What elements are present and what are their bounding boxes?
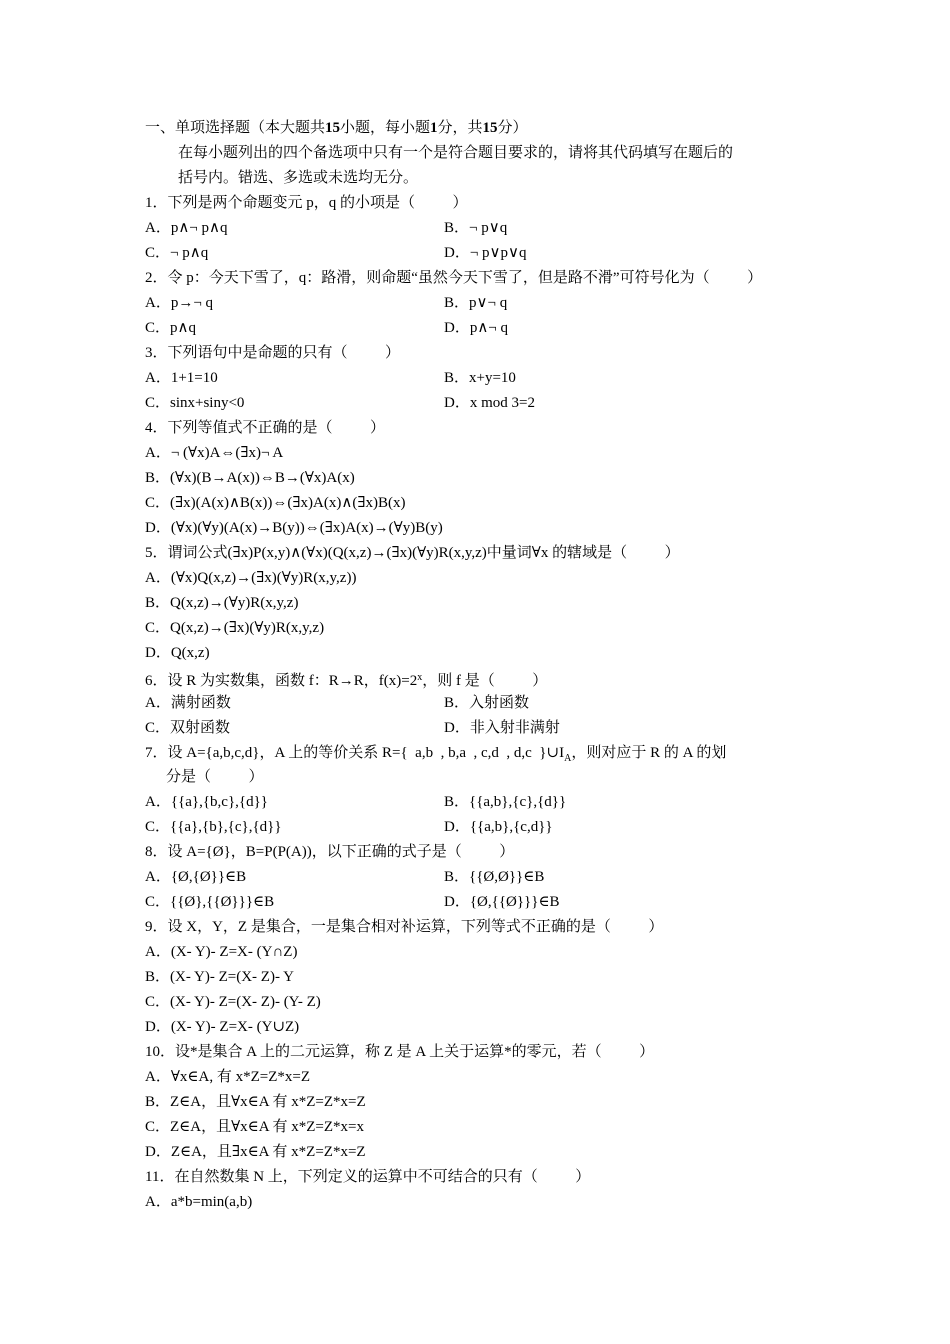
question-2-option-a: A．p→¬ q xyxy=(145,295,214,311)
question-10-option-a: A．∀x∈A, 有 x*Z=Z*x=Z xyxy=(145,1069,310,1085)
instructions-line-2: 括号内。错选、多选或未选均无分。 xyxy=(178,170,419,186)
question-2-stem: 2．令 p：今天下雪了，q：路滑，则命题“虽然今天下雪了，但是路不滑”可符号化为（ ） xyxy=(145,270,763,286)
question-3-option-a: A．1+1=10 xyxy=(145,370,218,386)
question-4-option-d: D．(∀x)(∀y)(A(x)→B(y))⇔(∃x)A(x)→(∀y)B(y) xyxy=(145,520,443,536)
question-6-option-d: D．非入射非满射 xyxy=(444,720,560,736)
question-10-option-c: C．Z∈A，且∀x∈A 有 x*Z=Z*x=x xyxy=(145,1119,365,1135)
question-9-stem: 9．设 X，Y，Z 是集合，一是集合相对补运算，下列等式不正确的是（ ） xyxy=(145,919,664,935)
question-8-option-a: A．{Ø,{Ø}}∈B xyxy=(145,869,247,885)
question-4-option-c: C．(∃x)(A(x)∧B(x))⇔(∃x)A(x)∧(∃x)B(x) xyxy=(145,495,406,511)
question-8-option-d: D．{Ø,{{Ø}}}∈B xyxy=(444,894,560,910)
question-9-option-a: A．(X- Y)- Z=X- (Y∩Z) xyxy=(145,944,298,960)
question-9-option-c: C．(X- Y)- Z=(X- Z)- (Y- Z) xyxy=(145,994,321,1010)
question-7-option-c: C．{{a},{b},{c},{d}} xyxy=(145,819,282,835)
question-7-option-b: B．{{a,b},{c},{d}} xyxy=(444,794,567,810)
question-5-option-a: A．(∀x)Q(x,z)→(∃x)(∀y)R(x,y,z)) xyxy=(145,570,357,586)
question-2-option-c: C．p∧q xyxy=(145,320,196,336)
question-4-option-a: A．¬ (∀x)A⇔(∃x)¬ A xyxy=(145,445,284,461)
question-3-option-c: C．sinx+siny<0 xyxy=(145,395,245,411)
question-11-stem: 11．在自然数集 N 上，下列定义的运算中不可结合的只有（ ） xyxy=(145,1169,591,1185)
question-4-option-b: B．(∀x)(B→A(x))⇔B→(∀x)A(x) xyxy=(145,470,355,486)
question-1-stem: 1．下列是两个命题变元 p，q 的小项是（ ） xyxy=(145,195,468,211)
question-7-option-d: D．{{a,b},{c,d}} xyxy=(444,819,553,835)
question-6-option-c: C．双射函数 xyxy=(145,720,231,736)
question-3-option-d: D．x mod 3=2 xyxy=(444,395,535,411)
question-7-option-a: A．{{a},{b,c},{d}} xyxy=(145,794,268,810)
question-10-option-d: D．Z∈A，且∃x∈A 有 x*Z=Z*x=Z xyxy=(145,1144,366,1160)
question-3-stem: 3．下列语句中是命题的只有（ ） xyxy=(145,345,401,361)
question-2-option-d: D．p∧¬ q xyxy=(444,320,509,336)
instructions-line-1: 在每小题列出的四个备选项中只有一个是符合题目要求的，请将其代码填写在题后的 xyxy=(178,145,734,161)
question-9-option-d: D．(X- Y)- Z=X- (Y∪Z) xyxy=(145,1019,300,1035)
question-5-option-d: D．Q(x,z) xyxy=(145,645,210,661)
question-1-option-b: B．¬ p∨q xyxy=(444,220,508,236)
question-5-stem: 5．谓词公式(∃x)P(x,y)∧(∀x)(Q(x,z)→(∃x)(∀y)R(x,y,z)中量词∀x 的辖域是（ ） xyxy=(145,545,680,561)
question-7-stem: 7．设 A={a,b,c,d}，A 上的等价关系 R={ a,b , b,a , c,d , d,c }$\cup I_A$，则对应于 R 的 A 的划 xyxy=(145,745,727,764)
question-6-option-b: B．入射函数 xyxy=(444,695,530,711)
question-1-option-a: A．p∧¬ p∧q xyxy=(145,220,228,236)
question-3-option-b: B．x+y=10 xyxy=(444,370,516,386)
question-10-option-b: B．Z∈A，且∀x∈A 有 x*Z=Z*x=Z xyxy=(145,1094,366,1110)
question-6-stem: 6．设 R 为实数集，函数 f：R→R，$f(x)=2^x$，则 f 是（ ） xyxy=(145,672,548,689)
question-1-option-c: C．¬ p∧q xyxy=(145,245,209,261)
question-9-option-b: B．(X- Y)- Z=(X- Z)- Y xyxy=(145,969,294,985)
question-6-option-a: A．满射函数 xyxy=(145,695,231,711)
question-11-option-a: A．a*b=min(a,b) xyxy=(145,1194,253,1210)
question-2-option-b: B．p∨¬ q xyxy=(444,295,508,311)
section-header: 一、单项选择题（本大题共15小题，每小题1分，共15分） xyxy=(145,120,528,136)
question-4-stem: 4．下列等值式不正确的是（ ） xyxy=(145,420,386,436)
question-10-stem: 10．设*是集合 A 上的二元运算，称 Z 是 A 上关于运算*的零元，若（ ） xyxy=(145,1044,655,1060)
question-8-stem: 8．设 A={Ø}，B=P(P(A))，以下正确的式子是（ ） xyxy=(145,844,515,860)
question-5-option-b: B．Q(x,z)→(∀y)R(x,y,z) xyxy=(145,595,299,611)
question-7-stem-continued: 分是（ ） xyxy=(166,769,264,785)
question-5-option-c: C．Q(x,z)→(∃x)(∀y)R(x,y,z) xyxy=(145,620,325,636)
question-8-option-b: B．{{Ø,Ø}}∈B xyxy=(444,869,545,885)
question-8-option-c: C．{{Ø},{{Ø}}}∈B xyxy=(145,894,275,910)
question-1-option-d: D．¬ p∨p∨q xyxy=(444,245,527,261)
